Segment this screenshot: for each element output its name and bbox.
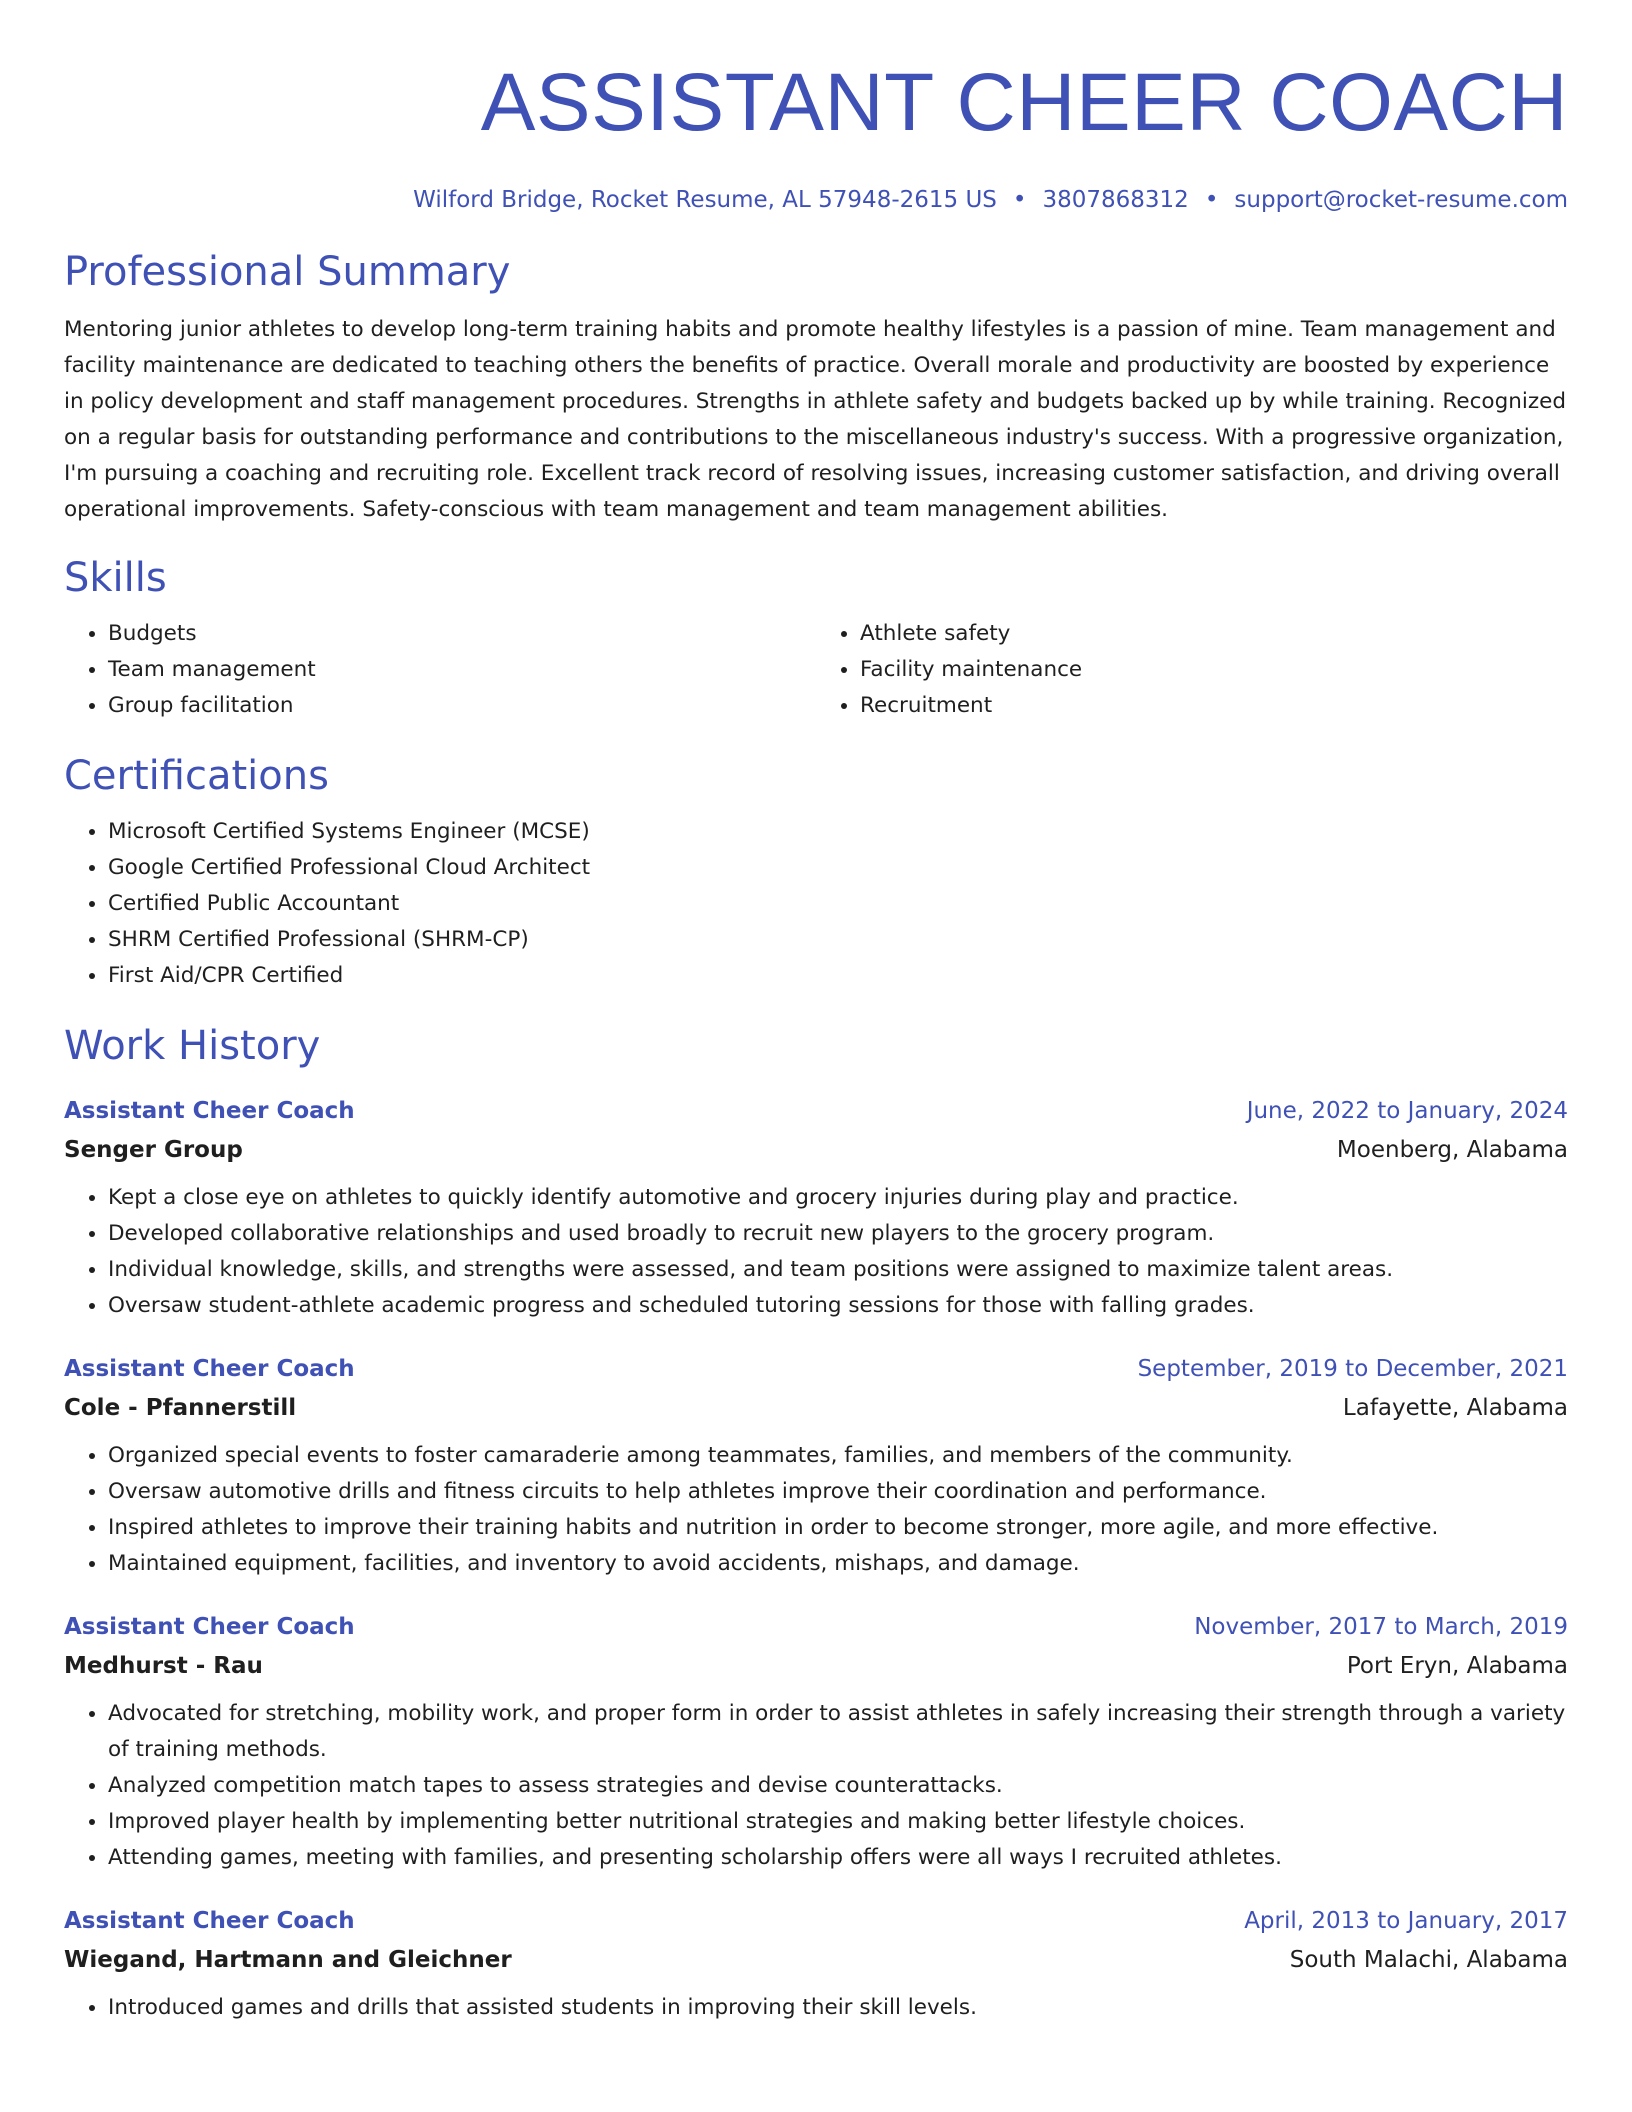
- skills-right-list: [816, 616, 1568, 724]
- job-location: South Malachi, Alabama: [1289, 1947, 1568, 1973]
- job-bullet: • Oversaw student-athlete academic progress and scheduled tutoring sessions for those with falling grades.: [108, 1288, 1568, 1324]
- separator-dot: •: [1204, 187, 1219, 213]
- job-company: Wiegand, Hartmann and Gleichner: [64, 1947, 512, 1973]
- skill-item: • Group facilitation: [108, 688, 816, 724]
- contact-line: [64, 182, 1568, 218]
- job-bullet: • Developed collaborative relationships and used broadly to recruit new players to the grocery program.: [108, 1216, 1568, 1252]
- job-bullet: • Advocated for stretching, mobility work, and proper form in order to assist athletes in safely increasing their strength through a variety of training methods.: [108, 1696, 1568, 1768]
- work-history-section: [64, 1018, 1568, 2026]
- job-title: Assistant Cheer Coach: [64, 1614, 355, 1640]
- certification-item: • Microsoft Certified Systems Engineer (MCSE): [108, 814, 1568, 850]
- job-bullet: • Kept a close eye on athletes to quickly identify automotive and grocery injuries during play and practice.: [108, 1180, 1568, 1216]
- certification-item: • First Aid/CPR Certified: [108, 958, 1568, 994]
- job-dates: April, 2013 to January, 2017: [1244, 1908, 1568, 1934]
- certification-item: • Google Certified Professional Cloud Architect: [108, 850, 1568, 886]
- certifications-section: [64, 748, 1568, 994]
- job-bullet: • Improved player health by implementing better nutritional strategies and making better lifestyle choices.: [108, 1804, 1568, 1840]
- job-bullet: • Organized special events to foster camaraderie among teammates, families, and members of the community.: [108, 1438, 1568, 1474]
- job-entry: [64, 1350, 1568, 1582]
- skills-left-list: [64, 616, 816, 724]
- job-entry: [64, 1608, 1568, 1876]
- summary-heading: Professional Summary: [64, 249, 511, 295]
- job-dates: November, 2017 to March, 2019: [1194, 1614, 1568, 1640]
- job-dates: June, 2022 to January, 2024: [1246, 1098, 1568, 1124]
- certification-item: • Certified Public Accountant: [108, 886, 1568, 922]
- skill-item: • Facility maintenance: [860, 652, 1568, 688]
- address-text: Wilford Bridge, Rocket Resume, AL 57948-2615 US: [413, 187, 997, 213]
- job-entry: [64, 1092, 1568, 1324]
- job-location: Moenberg, Alabama: [1336, 1137, 1568, 1163]
- work-history-heading: Work History: [64, 1023, 321, 1069]
- skill-item: • Recruitment: [860, 688, 1568, 724]
- candidate-title: ASSISTANT CHEER COACH: [480, 57, 1568, 148]
- job-location: Port Eryn, Alabama: [1346, 1653, 1568, 1679]
- skills-columns: [64, 616, 1568, 724]
- skills-heading: Skills: [64, 555, 167, 601]
- job-bullet: • Maintained equipment, facilities, and inventory to avoid accidents, mishaps, and damage.: [108, 1546, 1568, 1582]
- summary-section: [64, 244, 1568, 528]
- certifications-heading: Certifications: [64, 753, 329, 799]
- job-bullet: • Inspired athletes to improve their training habits and nutrition in order to become stronger, more agile, and more effective.: [108, 1510, 1568, 1546]
- skills-section: [64, 550, 1568, 724]
- skill-item: • Athlete safety: [860, 616, 1568, 652]
- job-bullets: [64, 1180, 1568, 1324]
- job-title: Assistant Cheer Coach: [64, 1356, 355, 1382]
- job-bullets: [64, 1696, 1568, 1876]
- certifications-list: [64, 814, 1568, 994]
- job-bullet: • Attending games, meeting with families, and presenting scholarship offers were all ways I recruited athletes.: [108, 1840, 1568, 1876]
- job-bullets: [64, 1990, 1568, 2026]
- resume-header: [64, 0, 1568, 218]
- resume-page: [64, 0, 1568, 2026]
- separator-dot: •: [1012, 187, 1027, 213]
- job-bullets: [64, 1438, 1568, 1582]
- job-bullet: • Oversaw automotive drills and fitness circuits to help athletes improve their coordination and performance.: [108, 1474, 1568, 1510]
- skill-item: • Team management: [108, 652, 816, 688]
- job-title: Assistant Cheer Coach: [64, 1098, 355, 1124]
- job-company: Senger Group: [64, 1137, 243, 1163]
- job-dates: September, 2019 to December, 2021: [1137, 1356, 1568, 1382]
- job-bullet: • Introduced games and drills that assisted students in improving their skill levels.: [108, 1990, 1568, 2026]
- phone-text: 3807868312: [1042, 187, 1189, 213]
- certification-item: • SHRM Certified Professional (SHRM-CP): [108, 922, 1568, 958]
- job-company: Cole - Pfannerstill: [64, 1395, 297, 1421]
- summary-text: Mentoring junior athletes to develop long-term training habits and promote healthy lifestyles is a passion of mine. Team management and facility maintenance are dedicated to teaching others the benefits of practice. Overall morale and productivity are boosted by experience in policy development and staff management procedures. Strengths in athlete safety and budgets backed up by while training. Recognized on a regular basis for outstanding performance and contributions to the miscellaneous industry's success. With a progressive organization, I'm pursuing a coaching and recruiting role. Excellent track record of resolving issues, increasing customer satisfaction, and driving overall operational improvements. Safety-conscious with team management and team management abilities.: [64, 317, 1566, 522]
- job-title: Assistant Cheer Coach: [64, 1908, 355, 1934]
- job-entry: [64, 1902, 1568, 2026]
- job-bullet: • Individual knowledge, skills, and strengths were assessed, and team positions were assigned to maximize talent areas.: [108, 1252, 1568, 1288]
- job-location: Lafayette, Alabama: [1342, 1395, 1568, 1421]
- job-bullet: • Analyzed competition match tapes to assess strategies and devise counterattacks.: [108, 1768, 1568, 1804]
- job-company: Medhurst - Rau: [64, 1653, 263, 1679]
- email-link[interactable]: support@rocket-resume.com: [1234, 187, 1568, 213]
- skill-item: • Budgets: [108, 616, 816, 652]
